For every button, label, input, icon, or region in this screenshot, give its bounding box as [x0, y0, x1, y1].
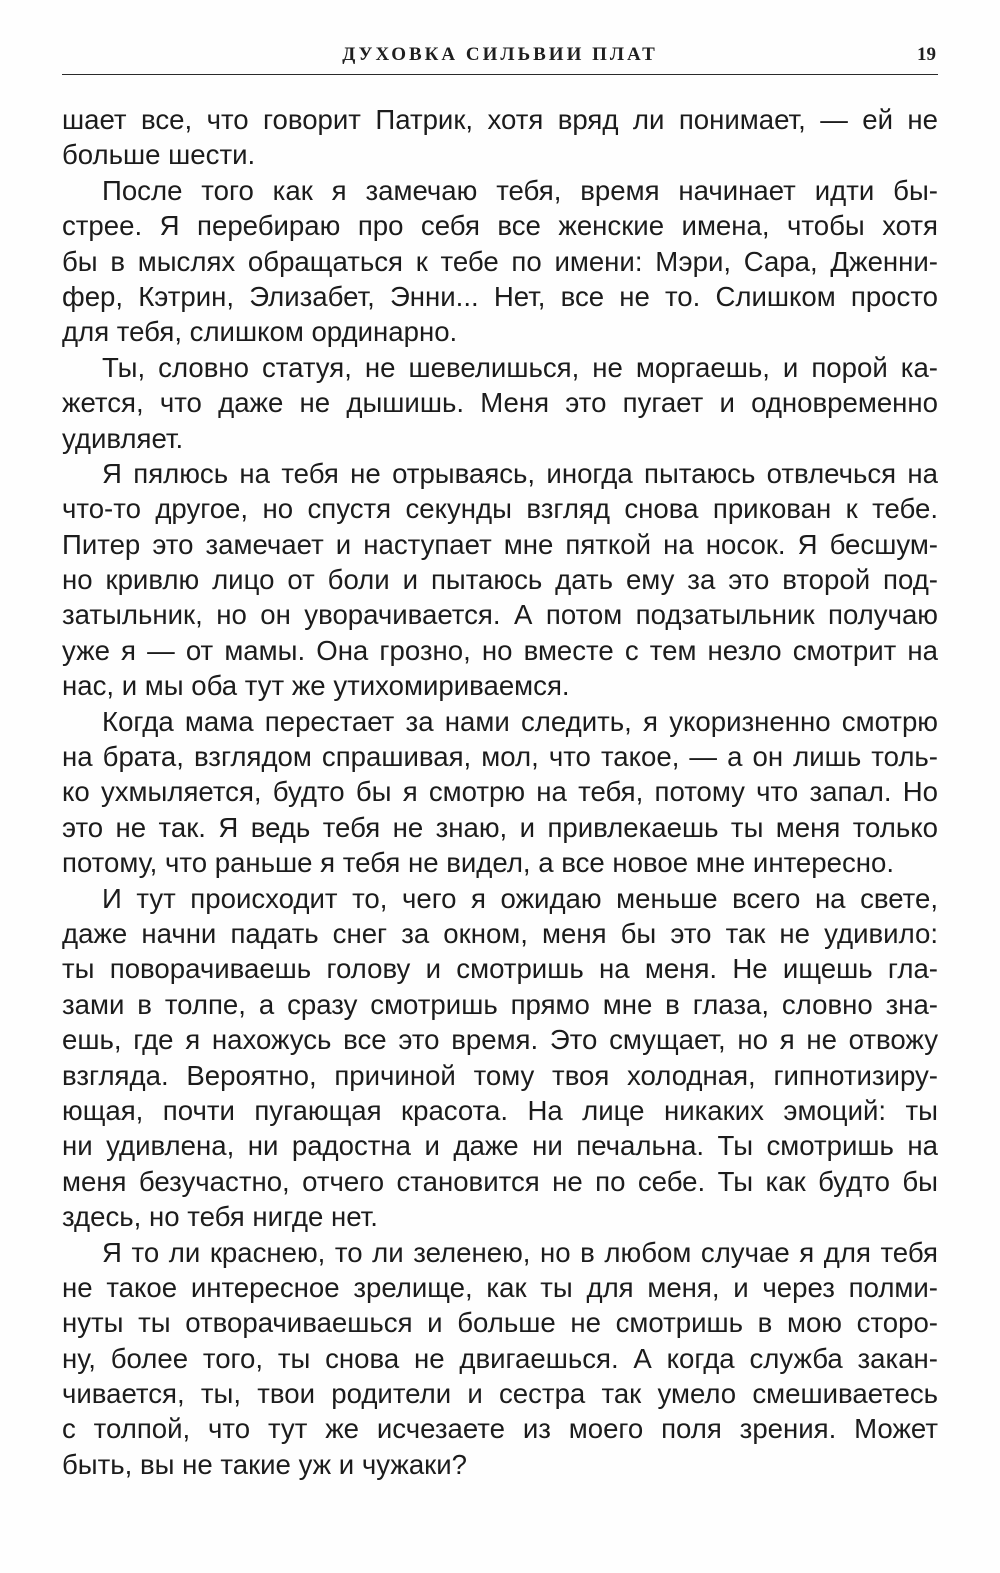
text-line: Питер это замечает и наступает мне пяткой на носок. Я бесшум-: [62, 528, 938, 560]
text-line: даже начни падать снег за окном, меня бы это так не удивило:: [62, 917, 938, 949]
text-line: бы в мыслях обращаться к тебе по имени: Мэри, Сара, Дженни-: [62, 245, 938, 277]
paragraph: [62, 1235, 938, 1483]
text-line: с толпой, что тут же исчезаете из моего поля зрения. Может: [62, 1413, 938, 1445]
text-line: затыльник, но он уворачивается. А потом подзатыльник получаю: [62, 599, 938, 631]
text-line: потому, что раньше я тебя не видел, а все новое мне интересно.: [62, 847, 895, 879]
text-line: здесь, но тебя нигде нет.: [62, 1201, 378, 1233]
text-line: После того как я замечаю тебя, время начинает идти бы-: [102, 174, 938, 206]
text-line: больше шести.: [62, 139, 256, 171]
text-line: зами в толпе, а сразу смотришь прямо мне в глаза, словно зна-: [62, 988, 938, 1020]
page-number: 19: [917, 44, 936, 65]
text-line: уже я — от мамы. Она грозно, но вместе с тем незло смотрит на: [62, 634, 938, 666]
text-line: фер, Кэтрин, Элизабет, Энни... Нет, все не то. Слишком просто: [62, 280, 938, 312]
paragraph: [62, 456, 938, 704]
text-line: нас, и мы оба тут же утихомириваемся.: [62, 670, 570, 702]
running-title: ДУХОВКА СИЛЬВИИ ПЛАТ: [342, 44, 658, 65]
paragraph: [62, 881, 938, 1235]
text-line: И тут происходит то, чего я ожидаю меньше всего на свете,: [102, 882, 938, 914]
text-line: ющая, почти пугающая красота. На лице никаких эмоций: ты: [62, 1094, 938, 1126]
text-line: что-то другое, но спустя секунды взгляд снова прикован к тебе.: [62, 493, 938, 525]
text-line: не такое интересное зрелище, как ты для меня, и через полми-: [62, 1271, 938, 1303]
text-line: для тебя, слишком ординарно.: [62, 316, 458, 348]
text-line: удивляет.: [62, 422, 184, 454]
text-line: чивается, ты, твои родители и сестра так умело смешиваетесь: [62, 1378, 938, 1410]
text-line: меня безучастно, отчего становится не по себе. Ты как будто бы: [62, 1165, 938, 1197]
text-line: шает все, что говорит Патрик, хотя вряд ли понимает, — ей не: [62, 104, 938, 135]
paragraph: [62, 102, 938, 173]
text-line: на брата, взглядом спрашивая, мол, что такое, — а он лишь толь-: [62, 741, 938, 773]
paragraph: [62, 350, 938, 456]
text-line: ну, более того, ты снова не двигаешься. А когда служба закан-: [62, 1342, 938, 1374]
running-header: [62, 42, 938, 75]
text-line: ко ухмыляется, будто бы я смотрю на тебя, потому что запал. Но: [62, 776, 938, 808]
text-line: это не так. Я ведь тебя не знаю, и привлекаешь ты меня только: [62, 811, 938, 843]
text-line: Когда мама перестает за нами следить, я укоризненно смотрю: [102, 705, 938, 737]
text-line: ты поворачиваешь голову и смотришь на меня. Не ищешь гла-: [62, 953, 938, 985]
text-line: Я пялюсь на тебя не отрываясь, иногда пытаюсь отвлечься на: [102, 457, 938, 489]
text-line: нуты ты отворачиваешься и больше не смотришь в мою сторо-: [62, 1307, 938, 1339]
body-text: [62, 102, 938, 1482]
text-line: Ты, словно статуя, не шевелишься, не моргаешь, и порой ка-: [102, 351, 938, 383]
text-line: ни удивлена, ни радостна и даже ни печальна. Ты смотришь на: [62, 1130, 938, 1162]
text-line: стрее. Я перебираю про себя все женские имена, чтобы хотя: [62, 210, 938, 242]
text-line: ешь, где я нахожусь все это время. Это смущает, но я не отвожу: [62, 1024, 938, 1056]
text-line: быть, вы не такие уж и чужаки?: [62, 1448, 468, 1480]
text-line: взгляда. Вероятно, причиной тому твоя холодная, гипнотизиру-: [62, 1059, 938, 1091]
paragraph: [62, 704, 938, 881]
text-line: но кривлю лицо от боли и пытаюсь дать ему за это второй под-: [62, 564, 938, 596]
text-line: жется, что даже не дышишь. Меня это пугает и одновременно: [62, 387, 938, 419]
paragraph: [62, 173, 938, 350]
text-line: Я то ли краснею, то ли зеленею, но в любом случае я для тебя: [102, 1236, 938, 1268]
